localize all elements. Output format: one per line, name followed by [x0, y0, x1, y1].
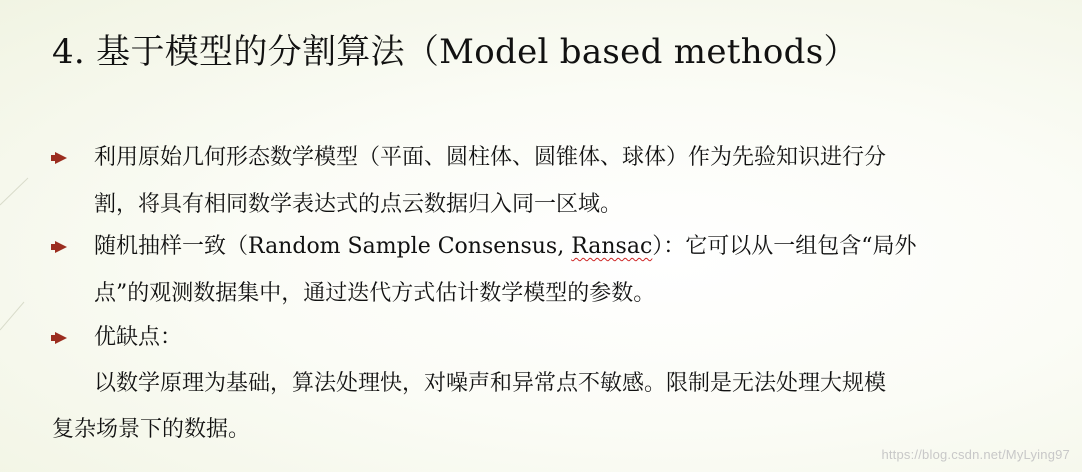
bullet-1-line-1: 利用原始几何形态数学模型（平面、圆柱体、圆锥体、球体）作为先验知识进行分 — [94, 145, 887, 170]
slide-title: 4. 基于模型的分割算法（Model based methods） — [52, 32, 858, 72]
paragraph-line-2: 复杂场景下的数据。 — [52, 417, 251, 442]
arrow-bullet-icon — [55, 241, 67, 253]
bullet-2-text-a: 随机抽样一致（Random Sample Consensus, — [94, 234, 572, 259]
arrow-bullet-icon — [55, 332, 67, 344]
bullet-3-line-1: 优缺点： — [94, 325, 183, 350]
bullet-2-ransac: Ransac — [571, 234, 653, 259]
bullet-1-line-2: 割，将具有相同数学表达式的点云数据归入同一区域。 — [94, 192, 623, 217]
bullet-2-line-2: 点”的观测数据集中，通过迭代方式估计数学模型的参数。 — [94, 281, 656, 306]
paragraph-line-1: 以数学原理为基础，算法处理快，对噪声和异常点不敏感。限制是无法处理大规模 — [94, 371, 887, 396]
arrow-bullet-icon — [55, 152, 67, 164]
watermark: https://blog.csdn.net/MyLying97 — [881, 447, 1070, 462]
bullet-2-line-1 — [94, 236, 917, 258]
bullet-2-text-b: ）：它可以从一组包含“局外 — [652, 234, 917, 259]
